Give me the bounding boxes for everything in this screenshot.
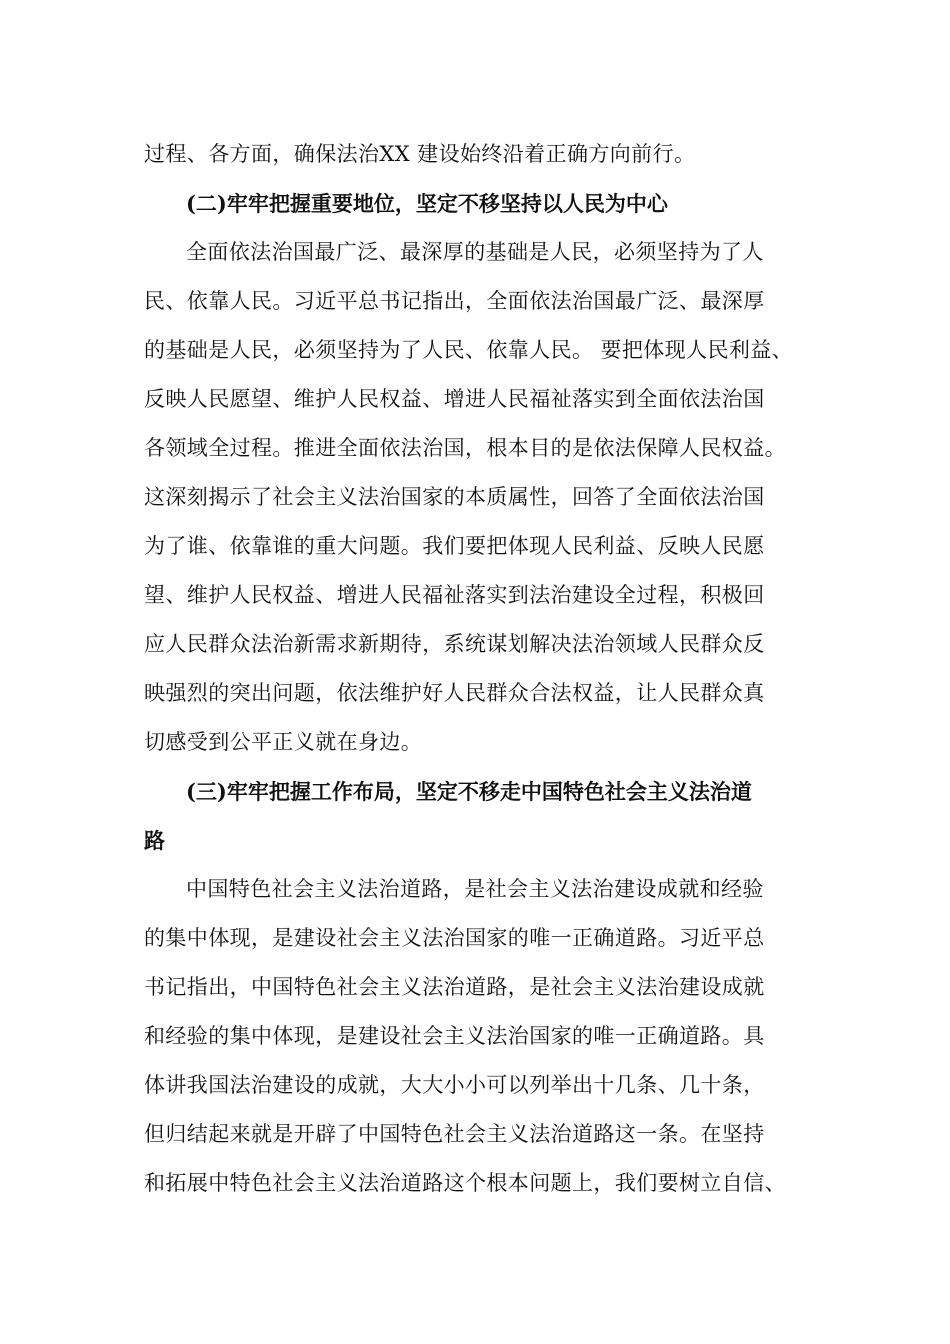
paragraph-line: 应人民群众法治新需求新期待，系统谋划解决法治领域人民群众反 — [144, 632, 765, 656]
paragraph-line: 全面依法治国最广泛、最深厚的基础是人民，必须坚持为了人 — [186, 240, 764, 264]
document-body — [144, 130, 824, 1208]
paragraph-line: 各领域全过程。推进全面依法治国，根本目的是依法保障人民权益。 — [144, 436, 786, 460]
paragraph-line: 反映人民愿望、维护人民权益、增进人民福祉落实到全面依法治国 — [144, 387, 765, 411]
section-heading-2: (二)牢牢把握重要地位，坚定不移坚持以人民为中心 — [186, 191, 668, 216]
paragraph-line: 体讲我国法治建设的成就，大大小小可以列举出十几条、几十条， — [144, 1073, 765, 1097]
section-heading-3: (三)牢牢把握工作布局，坚定不移走中国特色社会主义法治道 — [186, 779, 752, 804]
paragraph-line: 民、依靠人民。习近平总书记指出，全面依法治国最广泛、最深厚 — [144, 289, 765, 313]
paragraph-line: 和经验的集中体现，是建设社会主义法治国家的唯一正确道路。具 — [144, 1024, 765, 1048]
paragraph-line: 中国特色社会主义法治道路，是社会主义法治建设成就和经验 — [186, 877, 764, 901]
paragraph-line: 切感受到公平正义就在身边。 — [144, 730, 423, 754]
section-heading-3-continued: 路 — [144, 828, 166, 853]
paragraph-line: 但归结起来就是开辟了中国特色社会主义法治道路这一条。在坚持 — [144, 1122, 765, 1146]
paragraph-line: 这深刻揭示了社会主义法治国家的本质属性，回答了全面依法治国 — [144, 485, 765, 509]
paragraph-line: 为了谁、依靠谁的重大问题。我们要把体现人民利益、反映人民愿 — [144, 534, 765, 558]
paragraph-line: 和拓展中特色社会主义法治道路这个根本问题上，我们要树立自信、 — [144, 1171, 786, 1195]
paragraph-line: 过程、各方面，确保法治XX 建设始终沿着正确方向前行。 — [144, 142, 696, 166]
paragraph-line: 望、维护人民权益、增进人民福祉落实到法治建设全过程，积极回 — [144, 583, 765, 607]
paragraph-line: 书记指出，中国特色社会主义法治道路，是社会主义法治建设成就 — [144, 975, 765, 999]
paragraph-line: 的集中体现，是建设社会主义法治国家的唯一正确道路。习近平总 — [144, 926, 765, 950]
paragraph-line: 映强烈的突出问题，依法维护好人民群众合法权益，让人民群众真 — [144, 681, 765, 705]
paragraph-line: 的基础是人民，必须坚持为了人民、依靠人民。 要把体现人民利益、 — [144, 338, 794, 362]
